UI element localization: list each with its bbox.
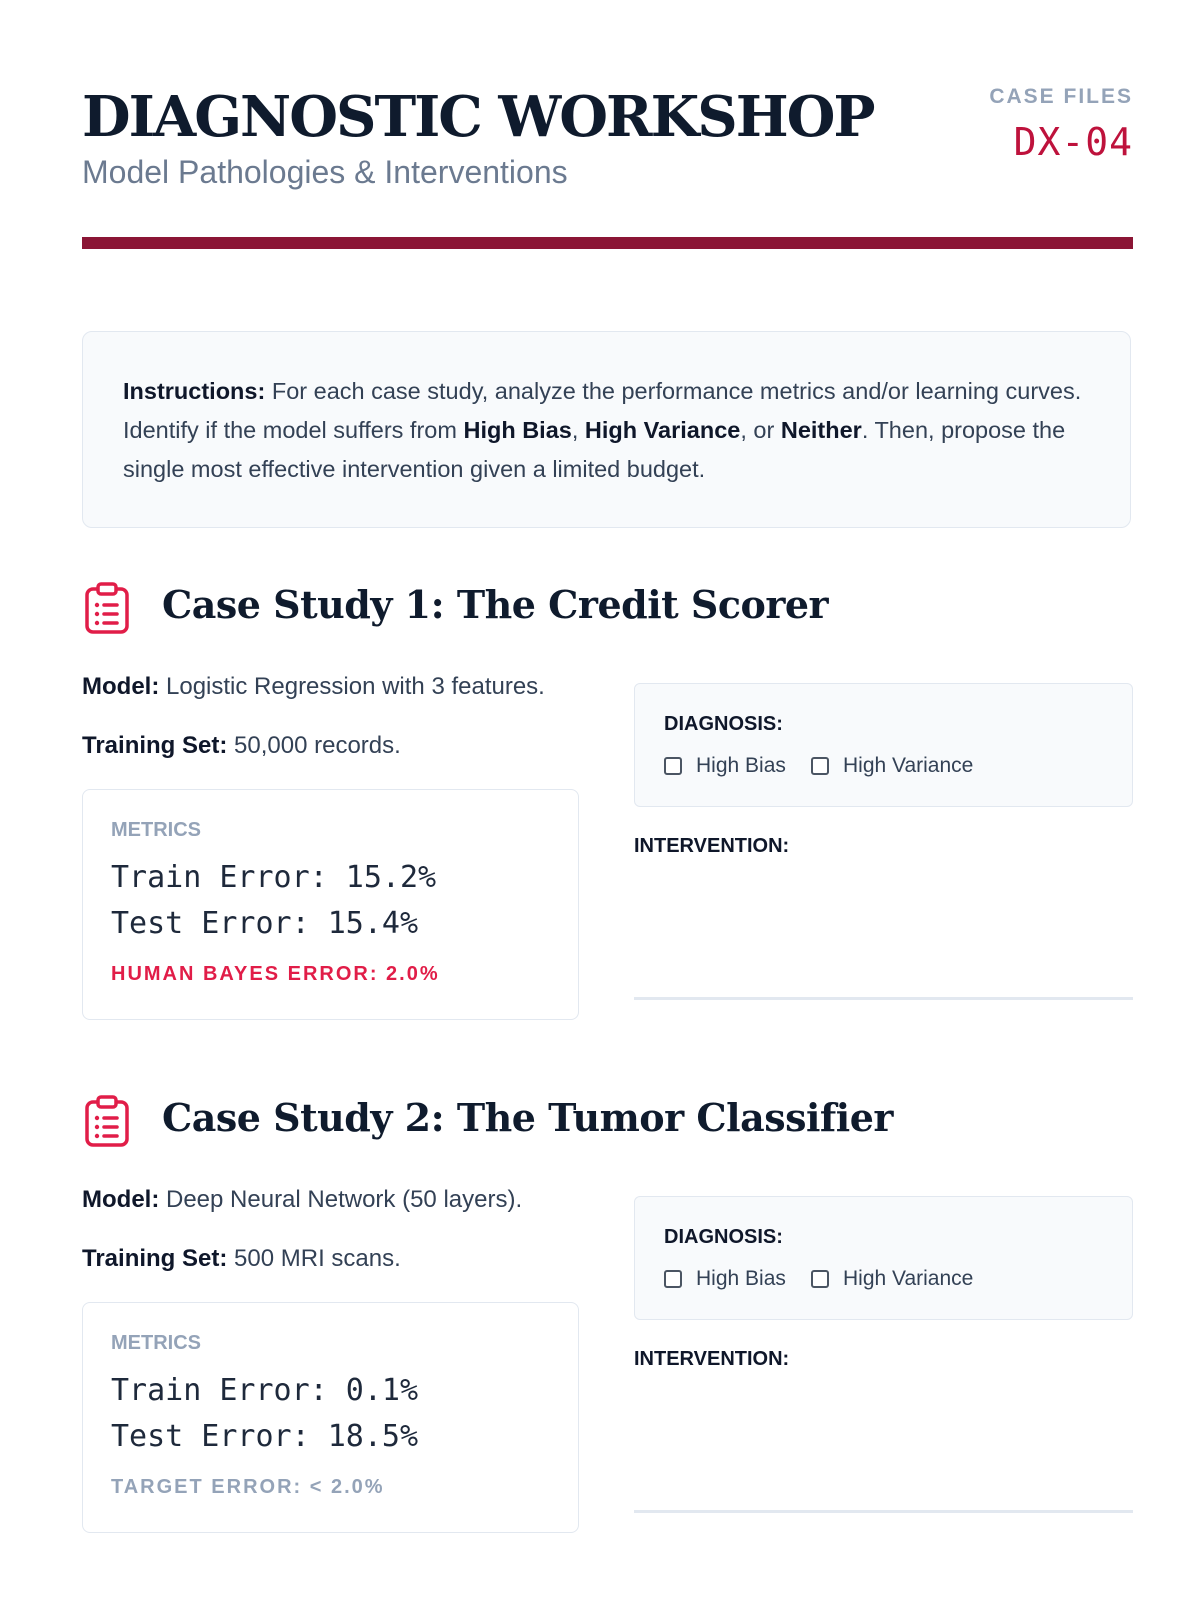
instructions-box bbox=[82, 331, 1131, 528]
diagnosis-label: DIAGNOSIS: bbox=[664, 1226, 783, 1248]
page-header bbox=[82, 84, 1133, 204]
model-info bbox=[82, 1185, 522, 1215]
instructions-text-1: For each case study, analyze the performance metrics and/or learning curves. Identify if the model suffers from bbox=[123, 378, 1082, 443]
diagnosis-box bbox=[634, 1196, 1133, 1320]
instructions-sep-1: , bbox=[571, 417, 585, 443]
case-title: Case Study 1: The Credit Scorer bbox=[162, 582, 829, 627]
instructions-term-neither: Neither bbox=[780, 417, 862, 443]
page-title: DIAGNOSTIC WORKSHOP bbox=[82, 84, 874, 150]
case-code: DX-04 bbox=[1013, 120, 1133, 164]
metrics-label: METRICS bbox=[111, 819, 201, 841]
clipboard-list-icon bbox=[84, 1095, 130, 1147]
option-high-variance[interactable] bbox=[811, 1265, 973, 1293]
high-variance-checkbox[interactable] bbox=[811, 1270, 829, 1288]
intervention-answer-line[interactable] bbox=[634, 1510, 1133, 1513]
case-header bbox=[82, 578, 1133, 638]
model-info bbox=[82, 672, 545, 702]
instructions-term-high-variance: High Variance bbox=[584, 417, 741, 443]
training-set-info bbox=[82, 1244, 401, 1274]
instructions-text-2: . Then, propose the single most effective intervention given a limited budget. bbox=[123, 417, 1066, 482]
train-error: Train Error: 0.1% bbox=[111, 1373, 419, 1408]
diagnosis-label: DIAGNOSIS: bbox=[664, 713, 783, 735]
instructions-sep-2: , or bbox=[740, 417, 781, 443]
training-set-label: Training Set: bbox=[82, 732, 228, 759]
high-bias-checkbox[interactable] bbox=[664, 1270, 682, 1288]
high-bias-label: High Bias bbox=[696, 754, 786, 777]
option-high-bias[interactable] bbox=[664, 1265, 786, 1293]
training-set-value: 500 MRI scans. bbox=[227, 1245, 401, 1272]
training-set-value: 50,000 records. bbox=[227, 732, 401, 759]
intervention-label: INTERVENTION: bbox=[634, 835, 790, 857]
header-divider bbox=[82, 237, 1133, 249]
clipboard-list-icon bbox=[84, 582, 130, 634]
training-set-label: Training Set: bbox=[82, 1245, 228, 1272]
option-high-bias[interactable] bbox=[664, 752, 786, 780]
bayes-error-note: HUMAN BAYES ERROR: 2.0% bbox=[111, 963, 440, 985]
target-error-note: TARGET ERROR: < 2.0% bbox=[111, 1476, 385, 1498]
case-files-label: CASE FILES bbox=[989, 85, 1133, 108]
intervention-answer-line[interactable] bbox=[634, 997, 1133, 1000]
page-subtitle: Model Pathologies & Interventions bbox=[82, 154, 568, 190]
case-header bbox=[82, 1091, 1133, 1151]
instructions-term-high-bias: High Bias bbox=[463, 417, 572, 443]
metrics-label: METRICS bbox=[111, 1332, 201, 1354]
intervention-label: INTERVENTION: bbox=[634, 1348, 790, 1370]
model-value: Deep Neural Network (50 layers). bbox=[159, 1186, 523, 1213]
diagnosis-box bbox=[634, 683, 1133, 807]
metrics-card bbox=[82, 789, 579, 1020]
model-value: Logistic Regression with 3 features. bbox=[159, 673, 545, 700]
metrics-card bbox=[82, 1302, 579, 1533]
training-set-info bbox=[82, 731, 401, 761]
high-variance-label: High Variance bbox=[843, 754, 974, 777]
test-error: Test Error: 15.4% bbox=[111, 906, 419, 941]
high-bias-checkbox[interactable] bbox=[664, 757, 682, 775]
instructions-lead: Instructions: bbox=[123, 378, 266, 404]
model-label: Model: bbox=[82, 1186, 160, 1213]
case-title: Case Study 2: The Tumor Classifier bbox=[162, 1095, 893, 1140]
model-label: Model: bbox=[82, 673, 160, 700]
train-error: Train Error: 15.2% bbox=[111, 860, 437, 895]
high-bias-label: High Bias bbox=[696, 1267, 786, 1290]
high-variance-checkbox[interactable] bbox=[811, 757, 829, 775]
option-high-variance[interactable] bbox=[811, 752, 973, 780]
high-variance-label: High Variance bbox=[843, 1267, 974, 1290]
test-error: Test Error: 18.5% bbox=[111, 1419, 419, 1454]
